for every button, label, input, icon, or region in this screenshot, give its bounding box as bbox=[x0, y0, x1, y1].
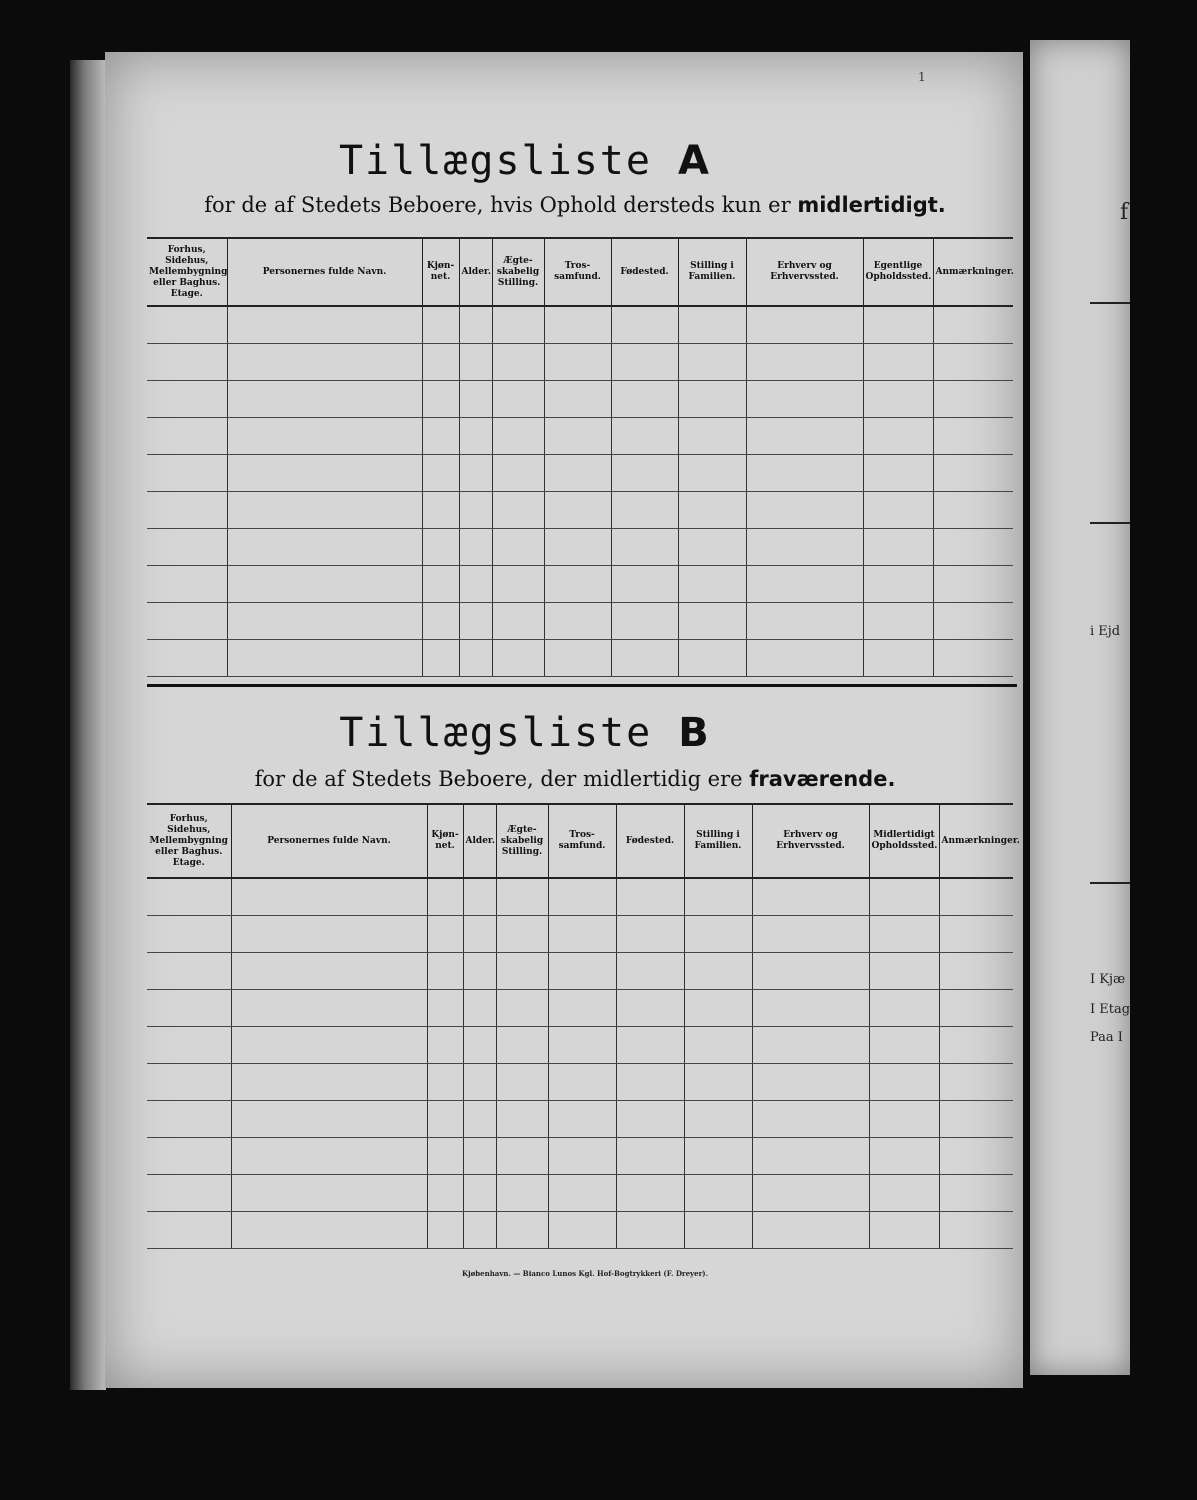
column-header: Anmærkninger. bbox=[939, 804, 1013, 878]
table-cell bbox=[544, 380, 611, 417]
table-cell bbox=[548, 915, 616, 952]
table-cell bbox=[863, 454, 933, 491]
table-cell bbox=[611, 639, 678, 676]
table-cell bbox=[147, 989, 231, 1026]
table-cell bbox=[611, 602, 678, 639]
table-cell bbox=[684, 878, 752, 915]
table-cell bbox=[427, 878, 463, 915]
table-cell bbox=[752, 1026, 869, 1063]
table-cell bbox=[544, 491, 611, 528]
table-cell bbox=[544, 528, 611, 565]
table-cell bbox=[459, 417, 492, 454]
list-b-table bbox=[147, 803, 1020, 1249]
table-cell bbox=[492, 306, 544, 343]
table-cell bbox=[616, 1137, 684, 1174]
column-header: Stilling i Familien. bbox=[684, 804, 752, 878]
table-cell bbox=[869, 1026, 939, 1063]
table-cell bbox=[147, 343, 227, 380]
table-cell bbox=[611, 343, 678, 380]
table-cell bbox=[459, 565, 492, 602]
next-page-fragment-1: i Ejd bbox=[1090, 624, 1121, 639]
table-row bbox=[147, 528, 1013, 565]
table-cell bbox=[752, 915, 869, 952]
column-header: Tros-samfund. bbox=[548, 804, 616, 878]
table-cell bbox=[611, 528, 678, 565]
table-cell bbox=[459, 343, 492, 380]
table-cell bbox=[863, 639, 933, 676]
table-cell bbox=[496, 1174, 548, 1211]
table-cell bbox=[939, 878, 1013, 915]
table-cell bbox=[463, 1137, 496, 1174]
table-cell bbox=[616, 989, 684, 1026]
column-header: Fødested. bbox=[611, 238, 678, 306]
table-cell bbox=[492, 417, 544, 454]
table-cell bbox=[678, 306, 746, 343]
table-cell bbox=[231, 878, 427, 915]
table-cell bbox=[544, 306, 611, 343]
table-cell bbox=[548, 1026, 616, 1063]
table-cell bbox=[869, 915, 939, 952]
table-cell bbox=[427, 1174, 463, 1211]
table-cell bbox=[869, 952, 939, 989]
table-cell bbox=[463, 878, 496, 915]
table-row bbox=[147, 565, 1013, 602]
table-cell bbox=[678, 417, 746, 454]
table-row bbox=[147, 343, 1013, 380]
table-cell bbox=[231, 1137, 427, 1174]
table-row bbox=[147, 1211, 1013, 1248]
table-row bbox=[147, 878, 1013, 915]
list-a-body bbox=[147, 306, 1013, 676]
table-cell bbox=[869, 989, 939, 1026]
list-a-title-text: Tillægsliste bbox=[338, 138, 652, 184]
table-cell bbox=[496, 1100, 548, 1137]
table-cell bbox=[939, 1026, 1013, 1063]
table-cell bbox=[492, 602, 544, 639]
table-cell bbox=[422, 491, 459, 528]
column-header: Forhus, Sidehus, Mellembygning eller Baghus. Etage. bbox=[147, 804, 231, 878]
table-cell bbox=[863, 491, 933, 528]
table-cell bbox=[684, 1026, 752, 1063]
table-cell bbox=[684, 1100, 752, 1137]
table-cell bbox=[933, 380, 1013, 417]
table-cell bbox=[496, 1211, 548, 1248]
table-cell bbox=[611, 380, 678, 417]
table-cell bbox=[746, 565, 863, 602]
table-cell bbox=[492, 565, 544, 602]
table-cell bbox=[548, 1211, 616, 1248]
table-cell bbox=[544, 343, 611, 380]
table-cell bbox=[422, 602, 459, 639]
table-cell bbox=[422, 417, 459, 454]
table-cell bbox=[548, 1100, 616, 1137]
table-cell bbox=[863, 343, 933, 380]
table-cell bbox=[933, 491, 1013, 528]
adjacent-page-fragment bbox=[1030, 40, 1130, 1375]
page-number: 1 bbox=[918, 70, 926, 84]
table-cell bbox=[459, 639, 492, 676]
list-b-subtitle-bold: fraværende. bbox=[749, 767, 896, 791]
table-cell bbox=[231, 1174, 427, 1211]
list-a-title-letter: A bbox=[678, 138, 712, 184]
table-cell bbox=[869, 878, 939, 915]
table-cell bbox=[492, 491, 544, 528]
printer-imprint: Kjøbenhavn. — Bianco Lunos Kgl. Hof-Bogtrykkeri (F. Dreyer). bbox=[461, 1269, 709, 1278]
table-cell bbox=[227, 491, 422, 528]
table-cell bbox=[147, 878, 231, 915]
next-page-rule bbox=[1090, 302, 1130, 304]
table-row bbox=[147, 306, 1013, 343]
table-row bbox=[147, 989, 1013, 1026]
table-cell bbox=[427, 1026, 463, 1063]
table-cell bbox=[869, 1174, 939, 1211]
table-cell bbox=[746, 602, 863, 639]
table-cell bbox=[496, 878, 548, 915]
table-cell bbox=[746, 306, 863, 343]
table-cell bbox=[231, 1063, 427, 1100]
table-cell bbox=[863, 602, 933, 639]
table-row bbox=[147, 915, 1013, 952]
table-cell bbox=[939, 1211, 1013, 1248]
table-cell bbox=[611, 306, 678, 343]
table-cell bbox=[863, 528, 933, 565]
table-cell bbox=[227, 417, 422, 454]
table-row bbox=[147, 1026, 1013, 1063]
column-header: Tros-samfund. bbox=[544, 238, 611, 306]
table-cell bbox=[231, 952, 427, 989]
list-a-header-row bbox=[147, 238, 1013, 306]
table-cell bbox=[678, 343, 746, 380]
table-cell bbox=[227, 380, 422, 417]
table-cell bbox=[869, 1137, 939, 1174]
table-cell bbox=[231, 1026, 427, 1063]
table-cell bbox=[227, 306, 422, 343]
table-cell bbox=[463, 989, 496, 1026]
table-cell bbox=[869, 1211, 939, 1248]
table-cell bbox=[684, 1211, 752, 1248]
table-cell bbox=[752, 878, 869, 915]
table-cell bbox=[939, 1137, 1013, 1174]
table-cell bbox=[422, 565, 459, 602]
table-cell bbox=[616, 1063, 684, 1100]
table-cell bbox=[684, 952, 752, 989]
table-cell bbox=[496, 1026, 548, 1063]
table-cell bbox=[616, 1174, 684, 1211]
table-cell bbox=[933, 454, 1013, 491]
list-b-body bbox=[147, 878, 1013, 1248]
table-cell bbox=[463, 1100, 496, 1137]
table-cell bbox=[459, 380, 492, 417]
table-cell bbox=[616, 878, 684, 915]
list-b-header-row bbox=[147, 804, 1013, 878]
table-row bbox=[147, 1174, 1013, 1211]
next-page-fragment-4: Paa I bbox=[1090, 1030, 1123, 1045]
column-header: Fødested. bbox=[616, 804, 684, 878]
table-cell bbox=[939, 989, 1013, 1026]
table-cell bbox=[463, 952, 496, 989]
table-cell bbox=[548, 1137, 616, 1174]
table-cell bbox=[147, 306, 227, 343]
table-row bbox=[147, 380, 1013, 417]
column-header: Anmærkninger. bbox=[933, 238, 1013, 306]
table-cell bbox=[544, 454, 611, 491]
column-header: Erhverv og Erhvervssted. bbox=[752, 804, 869, 878]
table-cell bbox=[869, 1063, 939, 1100]
table-cell bbox=[459, 602, 492, 639]
table-cell bbox=[147, 602, 227, 639]
table-cell bbox=[746, 380, 863, 417]
table-cell bbox=[147, 1174, 231, 1211]
table-cell bbox=[422, 528, 459, 565]
column-header: Stilling i Familien. bbox=[678, 238, 746, 306]
table-cell bbox=[147, 454, 227, 491]
table-cell bbox=[227, 343, 422, 380]
list-b-title-letter: B bbox=[678, 710, 711, 756]
table-cell bbox=[746, 639, 863, 676]
table-cell bbox=[227, 602, 422, 639]
table-cell bbox=[939, 1063, 1013, 1100]
table-cell bbox=[147, 380, 227, 417]
table-cell bbox=[752, 1174, 869, 1211]
table-cell bbox=[933, 343, 1013, 380]
list-a-subtitle-text: for de af Stedets Beboere, hvis Ophold dersteds kun er bbox=[204, 193, 791, 217]
column-header: Erhverv og Erhvervssted. bbox=[746, 238, 863, 306]
table-cell bbox=[427, 1100, 463, 1137]
section-divider bbox=[147, 684, 1017, 687]
table-cell bbox=[427, 989, 463, 1026]
table-cell bbox=[548, 989, 616, 1026]
table-cell bbox=[459, 454, 492, 491]
table-cell bbox=[752, 1137, 869, 1174]
table-cell bbox=[684, 1174, 752, 1211]
table-cell bbox=[463, 1026, 496, 1063]
table-cell bbox=[544, 639, 611, 676]
table-cell bbox=[147, 417, 227, 454]
table-cell bbox=[492, 380, 544, 417]
table-cell bbox=[746, 343, 863, 380]
table-cell bbox=[678, 454, 746, 491]
table-cell bbox=[147, 1137, 231, 1174]
table-row bbox=[147, 1100, 1013, 1137]
table-cell bbox=[939, 915, 1013, 952]
table-cell bbox=[616, 952, 684, 989]
table-cell bbox=[746, 417, 863, 454]
table-cell bbox=[933, 602, 1013, 639]
table-cell bbox=[227, 528, 422, 565]
table-cell bbox=[422, 639, 459, 676]
table-cell bbox=[752, 1211, 869, 1248]
table-cell bbox=[684, 915, 752, 952]
next-page-fragment-2: I Kjæ bbox=[1090, 972, 1126, 987]
column-header: Personernes fulde Navn. bbox=[227, 238, 422, 306]
next-page-fragment-3: I Etag bbox=[1090, 1002, 1130, 1017]
table-cell bbox=[863, 417, 933, 454]
list-b-subtitle-text: for de af Stedets Beboere, der midlertidig ere bbox=[254, 767, 743, 791]
table-cell bbox=[463, 915, 496, 952]
table-cell bbox=[544, 417, 611, 454]
table-cell bbox=[496, 1063, 548, 1100]
column-header: Kjøn-net. bbox=[422, 238, 459, 306]
table-cell bbox=[492, 528, 544, 565]
table-cell bbox=[463, 1063, 496, 1100]
list-b-title bbox=[0, 710, 1050, 756]
column-header: Alder. bbox=[463, 804, 496, 878]
table-cell bbox=[147, 1211, 231, 1248]
table-row bbox=[147, 491, 1013, 528]
table-row bbox=[147, 454, 1013, 491]
table-cell bbox=[939, 952, 1013, 989]
table-cell bbox=[933, 417, 1013, 454]
table-cell bbox=[496, 952, 548, 989]
table-cell bbox=[492, 343, 544, 380]
table-cell bbox=[227, 454, 422, 491]
table-cell bbox=[611, 417, 678, 454]
table-cell bbox=[752, 1100, 869, 1137]
list-a-title bbox=[0, 138, 1050, 184]
table-row bbox=[147, 639, 1013, 676]
table-cell bbox=[422, 454, 459, 491]
table-cell bbox=[678, 565, 746, 602]
table-cell bbox=[752, 952, 869, 989]
table-cell bbox=[616, 1100, 684, 1137]
table-cell bbox=[752, 989, 869, 1026]
column-header: Ægte-skabelig Stilling. bbox=[496, 804, 548, 878]
table-cell bbox=[496, 915, 548, 952]
table-cell bbox=[616, 915, 684, 952]
column-header: Ægte-skabelig Stilling. bbox=[492, 238, 544, 306]
table-cell bbox=[611, 565, 678, 602]
table-cell bbox=[231, 915, 427, 952]
table-cell bbox=[863, 306, 933, 343]
column-header: Forhus, Sidehus, Mellembygning eller Baghus. Etage. bbox=[147, 238, 227, 306]
table-cell bbox=[227, 565, 422, 602]
table-cell bbox=[459, 306, 492, 343]
table-cell bbox=[231, 1211, 427, 1248]
table-cell bbox=[544, 602, 611, 639]
table-cell bbox=[147, 1026, 231, 1063]
table-cell bbox=[463, 1211, 496, 1248]
column-header: Egentlige Opholdssted. bbox=[863, 238, 933, 306]
list-a-table bbox=[147, 237, 1013, 677]
table-cell bbox=[684, 1137, 752, 1174]
table-cell bbox=[611, 454, 678, 491]
table-cell bbox=[492, 454, 544, 491]
table-cell bbox=[611, 491, 678, 528]
next-page-fragment-top: f bbox=[1120, 200, 1129, 225]
table-cell bbox=[147, 528, 227, 565]
table-cell bbox=[463, 1174, 496, 1211]
table-cell bbox=[544, 565, 611, 602]
table-cell bbox=[752, 1063, 869, 1100]
table-cell bbox=[933, 528, 1013, 565]
next-page-rule bbox=[1090, 882, 1130, 884]
table-cell bbox=[496, 1137, 548, 1174]
table-cell bbox=[678, 491, 746, 528]
table-cell bbox=[933, 565, 1013, 602]
table-cell bbox=[427, 1211, 463, 1248]
table-cell bbox=[933, 639, 1013, 676]
table-cell bbox=[746, 454, 863, 491]
column-header: Kjøn-net. bbox=[427, 804, 463, 878]
table-cell bbox=[459, 528, 492, 565]
table-cell bbox=[678, 380, 746, 417]
table-cell bbox=[746, 528, 863, 565]
table-cell bbox=[227, 639, 422, 676]
table-cell bbox=[939, 1100, 1013, 1137]
table-cell bbox=[684, 989, 752, 1026]
table-cell bbox=[678, 639, 746, 676]
column-header: Midlertidigt Opholdssted. bbox=[869, 804, 939, 878]
table-cell bbox=[869, 1100, 939, 1137]
table-cell bbox=[147, 491, 227, 528]
table-cell bbox=[616, 1026, 684, 1063]
table-cell bbox=[548, 1063, 616, 1100]
table-cell bbox=[684, 1063, 752, 1100]
table-cell bbox=[492, 639, 544, 676]
column-header: Alder. bbox=[459, 238, 492, 306]
table-cell bbox=[933, 306, 1013, 343]
table-cell bbox=[147, 1063, 231, 1100]
table-cell bbox=[548, 878, 616, 915]
table-cell bbox=[231, 989, 427, 1026]
table-row bbox=[147, 602, 1013, 639]
table-cell bbox=[147, 639, 227, 676]
list-a-subtitle bbox=[0, 193, 1150, 217]
column-header: Personernes fulde Navn. bbox=[231, 804, 427, 878]
table-cell bbox=[147, 952, 231, 989]
table-cell bbox=[231, 1100, 427, 1137]
table-cell bbox=[548, 1174, 616, 1211]
table-cell bbox=[427, 952, 463, 989]
table-cell bbox=[678, 602, 746, 639]
table-cell bbox=[427, 1063, 463, 1100]
table-cell bbox=[147, 915, 231, 952]
table-cell bbox=[459, 491, 492, 528]
next-page-rule bbox=[1090, 522, 1130, 524]
table-cell bbox=[746, 491, 863, 528]
list-b-subtitle bbox=[0, 767, 1150, 791]
table-cell bbox=[616, 1211, 684, 1248]
table-cell bbox=[147, 565, 227, 602]
table-cell bbox=[863, 565, 933, 602]
table-cell bbox=[147, 1100, 231, 1137]
table-row bbox=[147, 417, 1013, 454]
table-cell bbox=[422, 380, 459, 417]
table-row bbox=[147, 1063, 1013, 1100]
table-cell bbox=[427, 915, 463, 952]
list-a-subtitle-bold: midlertidigt. bbox=[797, 193, 946, 217]
table-cell bbox=[939, 1174, 1013, 1211]
table-cell bbox=[422, 306, 459, 343]
list-b-title-text: Tillægsliste bbox=[339, 710, 653, 756]
table-cell bbox=[496, 989, 548, 1026]
table-cell bbox=[863, 380, 933, 417]
table-cell bbox=[422, 343, 459, 380]
table-cell bbox=[678, 528, 746, 565]
table-row bbox=[147, 952, 1013, 989]
table-cell bbox=[427, 1137, 463, 1174]
table-row bbox=[147, 1137, 1013, 1174]
table-cell bbox=[548, 952, 616, 989]
